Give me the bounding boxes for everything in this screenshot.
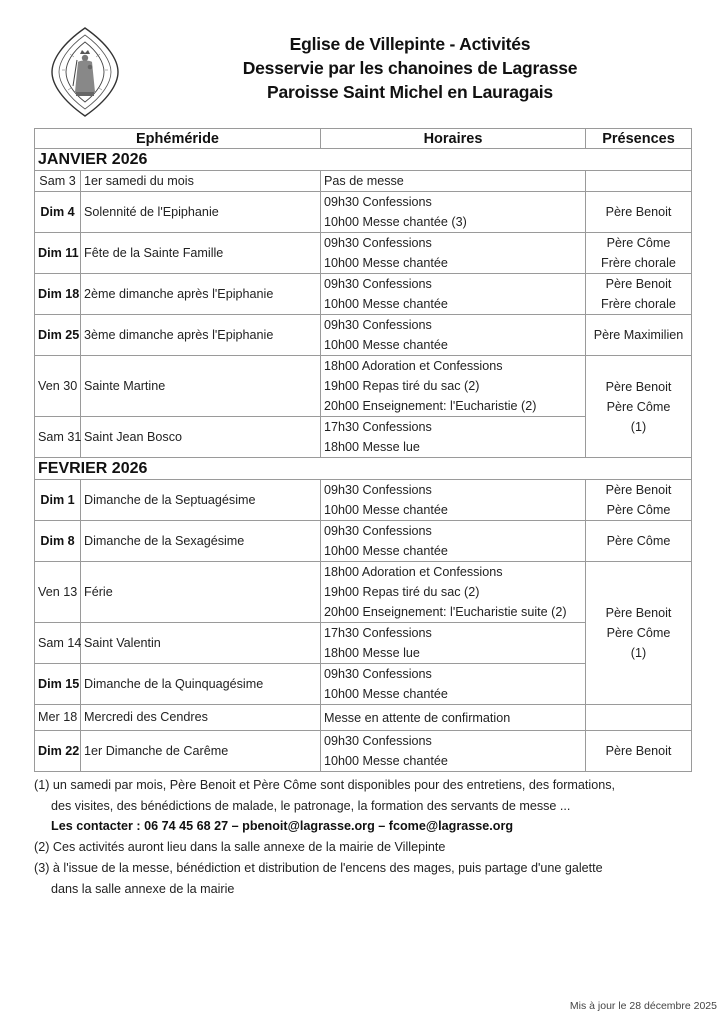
presence-name: Père Benoit: [605, 744, 672, 758]
hour-line: 10h00 Messe chantée: [324, 754, 448, 768]
day-cell: Dim 15: [35, 664, 81, 705]
feast-cell: 1er samedi du mois: [81, 171, 321, 192]
contact-line: Les contacter : 06 74 45 68 27 – pbenoit@lagrasse.org – fcome@lagrasse.org: [51, 819, 514, 834]
footnotes: [34, 775, 694, 899]
day-cell: Dim 22: [35, 731, 81, 772]
hour-line: 09h30 Confessions: [324, 195, 432, 209]
presence-cell: [586, 562, 692, 705]
hours-cell: [321, 705, 586, 731]
feast-cell: Dimanche de la Sexagésime: [81, 521, 321, 562]
hour-line: 10h00 Messe chantée: [324, 256, 448, 270]
hours-cell: [321, 192, 586, 233]
column-header-presences: Présences: [586, 129, 692, 149]
hours-cell: [321, 417, 586, 458]
presence-footnote-ref: (1): [630, 646, 647, 660]
hour-line: 19h00 Repas tiré du sac (2): [324, 379, 480, 393]
title-line-served-by: Desservie par les chanoines de Lagrasse: [242, 58, 578, 78]
table-row: [35, 233, 692, 274]
presence-name: Père Côme: [606, 626, 671, 640]
hour-line: 09h30 Confessions: [324, 236, 432, 250]
hours-cell: [321, 562, 586, 623]
presence-name: Père Benoit: [605, 483, 672, 497]
hour-line: 09h30 Confessions: [324, 318, 432, 332]
presence-cell: [586, 705, 692, 731]
presence-name: Frère chorale: [601, 256, 676, 270]
hour-line: Messe en attente de confirmation: [324, 710, 511, 725]
hours-cell: [321, 664, 586, 705]
page-title: [200, 32, 620, 104]
hour-line: 10h00 Messe chantée: [324, 338, 448, 352]
hour-line: 18h00 Messe lue: [324, 646, 420, 660]
hour-line: 10h00 Messe chantée: [324, 503, 448, 517]
last-updated: Mis à jour le 28 décembre 2025: [569, 1000, 717, 1012]
day-cell: Sam 3: [35, 171, 81, 192]
presence-cell: [586, 356, 692, 458]
presence-name: Père Benoit: [605, 277, 672, 291]
feast-cell: Solennité de l'Epiphanie: [81, 192, 321, 233]
table-row: [35, 521, 692, 562]
hour-line: 20h00 Enseignement: l'Eucharistie (2): [324, 399, 537, 413]
day-cell: Sam 31: [35, 417, 81, 458]
month-row: [35, 458, 692, 480]
hour-line: 09h30 Confessions: [324, 734, 432, 748]
presence-name: Père Benoit: [605, 606, 672, 620]
month-row: [35, 149, 692, 171]
hour-line: 19h00 Repas tiré du sac (2): [324, 585, 480, 599]
column-header-horaires: Horaires: [321, 129, 586, 149]
day-cell: Dim 8: [35, 521, 81, 562]
hour-line: 10h00 Messe chantée: [324, 544, 448, 558]
table-row: [35, 315, 692, 356]
table-row: [35, 192, 692, 233]
day-cell: Sam 14: [35, 623, 81, 664]
title-line-church: Eglise de Villepinte - Activités: [289, 34, 531, 54]
day-cell: Dim 4: [35, 192, 81, 233]
day-cell: Ven 13: [35, 562, 81, 623]
feast-cell: Sainte Martine: [81, 356, 321, 417]
hours-cell: [321, 623, 586, 664]
hour-line: 09h30 Confessions: [324, 667, 432, 681]
hour-line: 10h00 Messe chantée (3): [324, 215, 467, 229]
title-line-parish: Paroisse Saint Michel en Lauragais: [267, 82, 553, 102]
hour-line: 17h30 Confessions: [324, 420, 432, 434]
day-cell: Dim 18: [35, 274, 81, 315]
table-row: [35, 705, 692, 731]
feast-cell: Férie: [81, 562, 321, 623]
presence-cell: [586, 731, 692, 772]
presence-cell: [586, 233, 692, 274]
table-row: [35, 562, 692, 623]
day-cell: Dim 25: [35, 315, 81, 356]
hour-line: 09h30 Confessions: [324, 483, 432, 497]
presence-name: Père Benoit: [605, 205, 672, 219]
hours-cell: [321, 480, 586, 521]
day-cell: Mer 18: [35, 705, 81, 731]
hour-line: 09h30 Confessions: [324, 524, 432, 538]
hour-line: 18h00 Adoration et Confessions: [324, 359, 503, 373]
hours-cell: [321, 521, 586, 562]
feast-cell: Fête de la Sainte Famille: [81, 233, 321, 274]
hour-line: 10h00 Messe chantée: [324, 687, 448, 701]
hour-line: 17h30 Confessions: [324, 626, 432, 640]
table-row: [35, 274, 692, 315]
table-row: [35, 731, 692, 772]
presence-cell: [586, 274, 692, 315]
footnote-2: (2) Ces activités auront lieu dans la salle annexe de la mairie de Villepinte: [34, 840, 446, 855]
footnote-3: (3) à l'issue de la messe, bénédiction et distribution de l'encens des mages, puis partage d'une galette: [34, 860, 603, 875]
presence-name: Père Côme: [606, 503, 671, 517]
hour-line: 20h00 Enseignement: l'Eucharistie suite (2): [324, 605, 567, 619]
day-cell: Dim 1: [35, 480, 81, 521]
abbey-seal-logo: [50, 26, 120, 118]
hours-cell: [321, 731, 586, 772]
presence-name: Père Côme: [606, 236, 671, 250]
footnote-1: (1) un samedi par mois, Père Benoit et Père Côme sont disponibles pour des entretiens, des formations,: [34, 778, 616, 792]
feast-cell: Saint Jean Bosco: [81, 417, 321, 458]
table-row: [35, 356, 692, 417]
table-header-row: [35, 129, 692, 149]
column-header-ephemeride: Ephéméride: [35, 129, 321, 149]
footnote-1-continued: des visites, des bénédictions de malade, le patronage, la formation des servants de messe ...: [51, 798, 571, 813]
hours-cell: [321, 274, 586, 315]
hours-cell: [321, 315, 586, 356]
feast-cell: 3ème dimanche après l'Epiphanie: [81, 315, 321, 356]
presence-cell: [586, 192, 692, 233]
presence-name: Père Benoit: [605, 379, 672, 394]
feast-cell: 2ème dimanche après l'Epiphanie: [81, 274, 321, 315]
hours-cell: [321, 356, 586, 417]
main-content: [34, 128, 694, 899]
month-heading-january: JANVIER 2026: [35, 149, 692, 171]
month-heading-february: FEVRIER 2026: [35, 458, 692, 480]
hour-line: 18h00 Messe lue: [324, 440, 420, 454]
table-row: [35, 480, 692, 521]
presence-name: Père Côme: [606, 534, 671, 548]
presence-cell: [586, 521, 692, 562]
presence-cell: [586, 171, 692, 192]
presence-cell: [586, 480, 692, 521]
hour-line: 18h00 Adoration et Confessions: [324, 565, 503, 579]
feast-cell: Mercredi des Cendres: [81, 705, 321, 731]
feast-cell: Saint Valentin: [81, 623, 321, 664]
day-cell: Ven 30: [35, 356, 81, 417]
hours-cell: [321, 171, 586, 192]
hour-line: 10h00 Messe chantée: [324, 297, 448, 311]
feast-cell: Dimanche de la Quinquagésime: [81, 664, 321, 705]
hour-line: Pas de messe: [324, 174, 404, 188]
hours-cell: [321, 233, 586, 274]
presence-cell: [586, 315, 692, 356]
feast-cell: 1er Dimanche de Carême: [81, 731, 321, 772]
feast-cell: Dimanche de la Septuagésime: [81, 480, 321, 521]
presence-name: Père Maximilien: [593, 328, 684, 342]
table-row: [35, 171, 692, 192]
presence-name: Père Côme: [606, 399, 671, 414]
schedule-table: [34, 128, 692, 772]
presence-footnote-ref: (1): [630, 419, 647, 434]
footnote-3-continued: dans la salle annexe de la mairie: [51, 881, 235, 896]
day-cell: Dim 11: [35, 233, 81, 274]
presence-name: Frère chorale: [601, 297, 676, 311]
hour-line: 09h30 Confessions: [324, 277, 432, 291]
